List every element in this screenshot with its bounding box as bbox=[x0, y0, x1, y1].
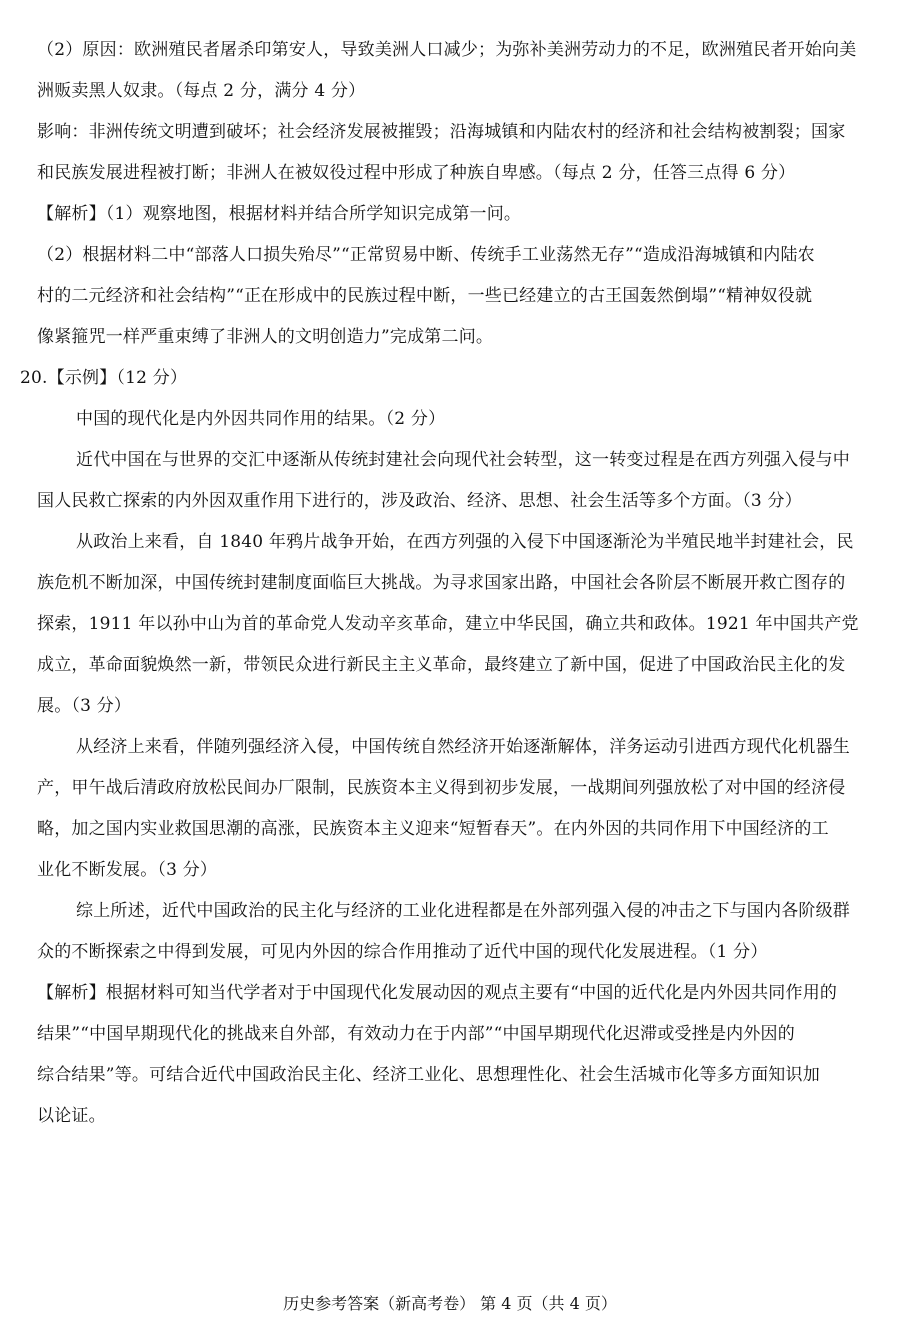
q20-p3-line-3: 探索，1911 年以孙中山为首的革命党人发动辛亥革命，建立中华民国，确立共和政体。1921 年中国共产党 bbox=[37, 614, 859, 634]
analysis-19-q2-line-1: （2）根据材料二中“部落人口损失殆尽”“正常贸易中断、传统手工业荡然无存”“造成沿海城镇和内陆农 bbox=[37, 245, 815, 265]
page-footer: 历史参考答案（新高考卷） 第 4 页（共 4 页） bbox=[283, 1294, 617, 1313]
q2-reason-line-1: （2）原因：欧洲殖民者屠杀印第安人，导致美洲人口减少；为弥补美洲劳动力的不足，欧洲殖民者开始向美 bbox=[37, 40, 857, 60]
impact-line-1: 影响：非洲传统文明遭到破坏；社会经济发展被摧毁；沿海城镇和内陆农村的经济和社会结构被割裂；国家 bbox=[37, 122, 846, 142]
analysis-19-line-1: 【解析】（1）观察地图，根据材料并结合所学知识完成第一问。 bbox=[37, 204, 522, 224]
q20-p2-line-1: 近代中国在与世界的交汇中逐渐从传统封建社会向现代社会转型，这一转变过程是在西方列强入侵与中 bbox=[76, 450, 850, 470]
analysis-20-line-1: 【解析】根据材料可知当代学者对于中国现代化发展动因的观点主要有“中国的近代化是内外因共同作用的 bbox=[37, 983, 838, 1003]
analysis-19-q2-line-3: 像紧箍咒一样严重束缚了非洲人的文明创造力”完成第二问。 bbox=[37, 327, 494, 347]
q20-p4-line-4: 业化不断发展。（3 分） bbox=[37, 860, 218, 880]
analysis-19-q2-line-2: 村的二元经济和社会结构”“正在形成中的民族过程中断，一些已经建立的古王国轰然倒塌”“精神奴役就 bbox=[37, 286, 813, 306]
q20-p3-line-5: 展。（3 分） bbox=[37, 696, 132, 716]
q20-thesis: 中国的现代化是内外因共同作用的结果。（2 分） bbox=[76, 409, 446, 429]
analysis-20-line-3: 综合结果”等。可结合近代中国政治民主化、经济工业化、思想理性化、社会生活城市化等多方面知识加 bbox=[37, 1065, 820, 1085]
q20-p4-line-2: 产，甲午战后清政府放松民间办厂限制，民族资本主义得到初步发展，一战期间列强放松了对中国的经济侵 bbox=[37, 778, 846, 798]
q20-p3-line-1: 从政治上来看，自 1840 年鸦片战争开始，在西方列强的入侵下中国逐渐沦为半殖民地半封建社会，民 bbox=[76, 532, 854, 552]
q2-reason-line-2: 洲贩卖黑人奴隶。（每点 2 分，满分 4 分） bbox=[37, 81, 366, 101]
question-20-heading: 20.【示例】（12 分） bbox=[20, 368, 188, 388]
q20-p3-line-2: 族危机不断加深，中国传统封建制度面临巨大挑战。为寻求国家出路，中国社会各阶层不断展开救亡图存的 bbox=[37, 573, 846, 593]
q20-p2-line-2: 国人民救亡探索的内外因双重作用下进行的，涉及政治、经济、思想、社会生活等多个方面。（3 分） bbox=[37, 491, 802, 511]
impact-line-2: 和民族发展进程被打断；非洲人在被奴役过程中形成了种族自卑感。（每点 2 分，任答三点得 6 分） bbox=[37, 163, 796, 183]
analysis-20-line-4: 以论证。 bbox=[37, 1106, 106, 1126]
analysis-20-line-2: 结果”“中国早期现代化的挑战来自外部，有效动力在于内部”“中国早期现代化迟滞或受挫是内外因的 bbox=[37, 1024, 795, 1044]
q20-p4-line-1: 从经济上来看，伴随列强经济入侵，中国传统自然经济开始逐渐解体，洋务运动引进西方现代化机器生 bbox=[76, 737, 850, 757]
q20-p3-line-4: 成立，革命面貌焕然一新，带领民众进行新民主主义革命，最终建立了新中国，促进了中国政治民主化的发 bbox=[37, 655, 846, 675]
q20-p5-line-2: 众的不断探索之中得到发展，可见内外因的综合作用推动了近代中国的现代化发展进程。（1 分） bbox=[37, 942, 768, 962]
q20-p4-line-3: 略，加之国内实业救国思潮的高涨，民族资本主义迎来“短暂春天”。在内外因的共同作用下中国经济的工 bbox=[37, 819, 829, 839]
q20-p5-line-1: 综上所述，近代中国政治的民主化与经济的工业化进程都是在外部列强入侵的冲击之下与国内各阶级群 bbox=[76, 901, 850, 921]
